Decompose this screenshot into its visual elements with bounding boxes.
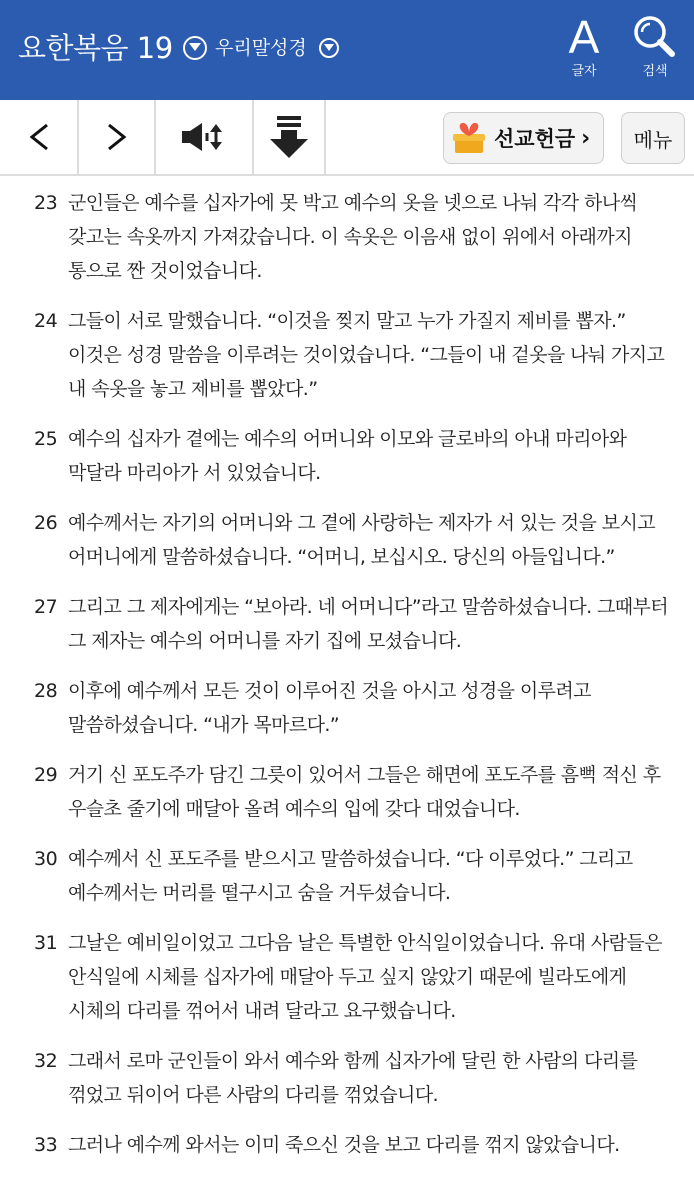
verse-number: 24 [34, 310, 58, 332]
verse-item[interactable] [0, 590, 694, 658]
font-size-button[interactable] [554, 12, 614, 92]
reader-toolbar [0, 100, 694, 176]
previous-chapter-button[interactable] [0, 100, 77, 174]
chevron-down-circle-icon [183, 36, 207, 60]
search-icon [630, 12, 680, 64]
bible-version-title: 우리말성경 [215, 37, 307, 59]
verse-item[interactable] [0, 674, 694, 742]
gift-icon [452, 121, 486, 155]
chevron-right-icon [105, 122, 129, 152]
verse-text: 예수께서는 자기의 어머니와 그 곁에 사랑하는 제자가 서 있는 것을 보시고 어머니에게 말씀하셨습니다. “어머니, 보십시오. 당신의 아들입니다.” [68, 512, 656, 568]
verse-number: 30 [34, 848, 58, 870]
menu-button[interactable]: 메뉴 [621, 112, 685, 164]
font-a-icon: A [568, 11, 600, 63]
speaker-updown-icon [180, 121, 228, 153]
verse-number: 25 [34, 428, 58, 450]
verse-text: 그날은 예비일이었고 그다음 날은 특별한 안식일이었습니다. 유대 사람들은 안식일에 시체를 십자가에 매달아 두고 싶지 않았기 때문에 빌라도에게 시체의 다리를 꺾어서 내려 달라고 요구했습니다. [68, 932, 662, 1022]
verse-list [0, 176, 694, 1162]
scripture-content[interactable] [0, 176, 694, 1200]
verse-item[interactable] [0, 422, 694, 490]
verse-item[interactable] [0, 1044, 694, 1112]
verse-number: 23 [34, 192, 58, 214]
verse-item[interactable] [0, 842, 694, 910]
verse-number: 26 [34, 512, 58, 534]
next-chapter-button[interactable] [79, 100, 154, 174]
bible-version-selector[interactable] [215, 31, 339, 65]
app-header [0, 0, 694, 100]
verse-number: 31 [34, 932, 58, 954]
verse-text: 그들이 서로 말했습니다. “이것을 찢지 말고 누가 가질지 제비를 뽑자.” 이것은 성경 말씀을 이루려는 것이었습니다. “그들이 내 겉옷을 나눠 가지고 내 속옷을 놓고 제비를 뽑았다.” [68, 310, 665, 400]
chevron-down-circle-icon [319, 38, 339, 58]
verse-item[interactable] [0, 758, 694, 826]
verse-text: 그래서 로마 군인들이 와서 예수와 함께 십자가에 달린 한 사람의 다리를 꺾었고 뒤이어 다른 사람의 다리를 꺾었습니다. [68, 1050, 638, 1106]
search-label: 검색 [642, 64, 668, 79]
verse-item[interactable] [0, 186, 694, 288]
verse-number: 29 [34, 764, 58, 786]
verse-item[interactable] [0, 506, 694, 574]
verse-text: 예수의 십자가 곁에는 예수의 어머니와 이모와 글로바의 아내 마리아와 막달라 마리아가 서 있었습니다. [68, 428, 627, 484]
audio-button[interactable] [156, 100, 252, 174]
book-chapter-title: 요한복음 19 [18, 31, 173, 65]
download-button[interactable] [254, 100, 324, 174]
mission-donation-button[interactable] [443, 112, 604, 164]
font-size-label: 글자 [571, 64, 597, 79]
download-arrow-icon [269, 114, 309, 160]
book-chapter-selector[interactable] [18, 28, 207, 68]
donation-label: 선교헌금 [494, 127, 576, 151]
chevron-right-icon: › [581, 125, 591, 151]
verse-item[interactable] [0, 926, 694, 1028]
verse-text: 이후에 예수께서 모든 것이 이루어진 것을 아시고 성경을 이루려고 말씀하셨습니다. “내가 목마르다.” [68, 680, 591, 736]
verse-number: 32 [34, 1050, 58, 1072]
chevron-left-icon [27, 122, 51, 152]
verse-item[interactable] [0, 1128, 694, 1162]
verse-text: 군인들은 예수를 십자가에 못 박고 예수의 옷을 넷으로 나눠 각각 하나씩 갖고는 속옷까지 가져갔습니다. 이 속옷은 이음새 없이 위에서 아래까지 통으로 짠 것이었습니다. [68, 192, 638, 282]
verse-number: 27 [34, 596, 58, 618]
verse-item[interactable] [0, 304, 694, 406]
verse-text: 예수께서 신 포도주를 받으시고 말씀하셨습니다. “다 이루었다.” 그리고 예수께서는 머리를 떨구시고 숨을 거두셨습니다. [68, 848, 633, 904]
search-button[interactable] [625, 12, 685, 92]
toolbar-divider [324, 100, 326, 174]
verse-text: 그리고 그 제자에게는 “보아라. 네 어머니다”라고 말씀하셨습니다. 그때부터 그 제자는 예수의 어머니를 자기 집에 모셨습니다. [68, 596, 669, 652]
verse-number: 28 [34, 680, 58, 702]
verse-text: 거기 신 포도주가 담긴 그릇이 있어서 그들은 해면에 포도주를 흠뻑 적신 후 우슬초 줄기에 매달아 올려 예수의 입에 갖다 대었습니다. [68, 764, 661, 820]
verse-text: 그러나 예수께 와서는 이미 죽으신 것을 보고 다리를 꺾지 않았습니다. [68, 1134, 620, 1156]
verse-number: 33 [34, 1134, 58, 1156]
